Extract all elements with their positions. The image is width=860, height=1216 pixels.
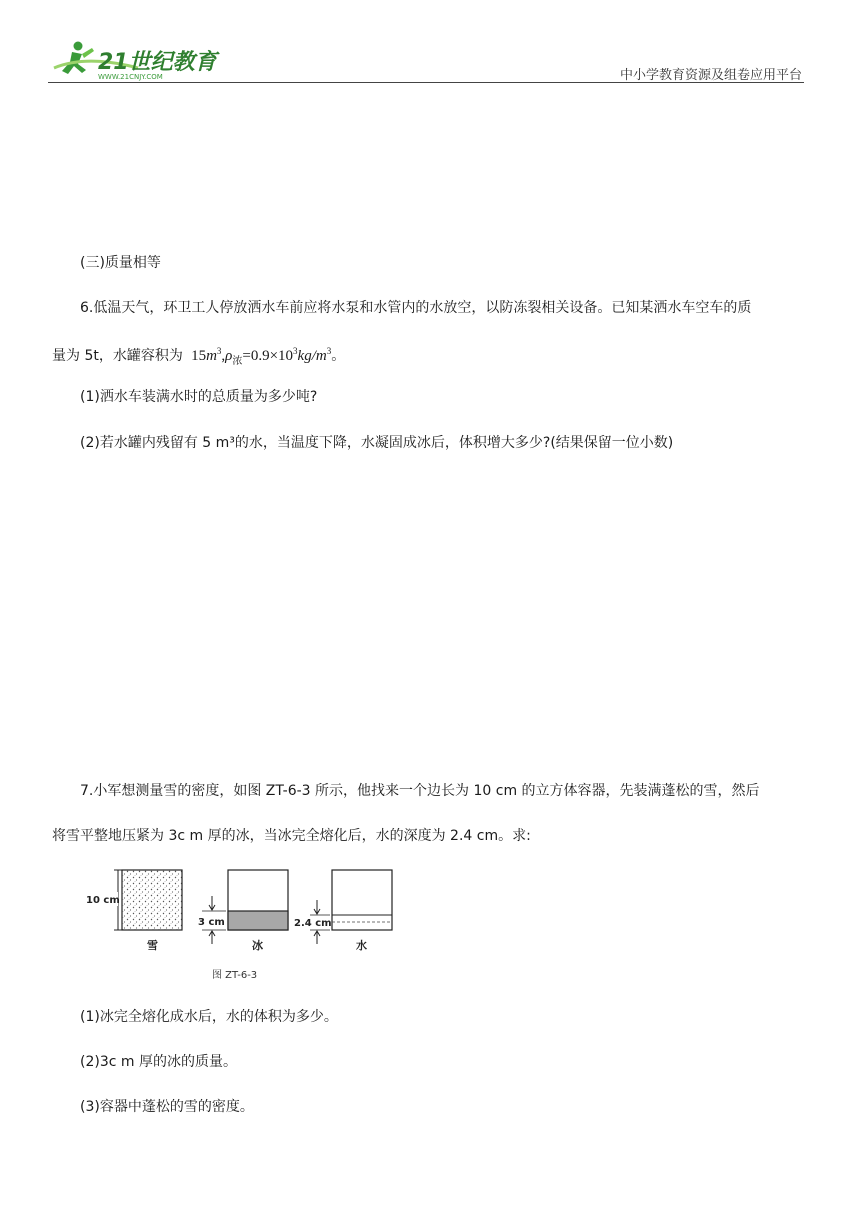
ice-height-label: 3 cm xyxy=(198,917,225,928)
snow-container xyxy=(86,870,182,952)
water-label: 水 xyxy=(356,939,367,952)
question-7-part-1: (1)冰完全熔化成水后，水的体积为多少。 xyxy=(80,1009,338,1025)
figure-zt-6-3 xyxy=(84,864,404,988)
water-container xyxy=(294,870,392,952)
volume-formula: $15m^3,\rho_浓=0.9\times 10^3kg/m^3$ xyxy=(191,346,332,367)
question-6-line-1: 6.低温天气，环卫工人停放洒水车前应将水泵和水管内的水放空，以防冻裂相关设备。已知某洒水车空车的质 xyxy=(80,300,752,316)
snow-label: 雪 xyxy=(147,939,158,952)
snow-height-label: 10 cm xyxy=(86,895,120,906)
question-6-part-2: (2)若水罐内残留有 5 m³的水，当温度下降，水凝固成冰后，体积增大多少?(结果保留一位小数) xyxy=(80,435,674,451)
ice-container xyxy=(198,870,288,952)
ice-label: 冰 xyxy=(252,939,263,952)
question-6-part-1: (1)洒水车装满水时的总质量为多少吨? xyxy=(80,389,318,405)
header-divider xyxy=(48,82,804,83)
svg-text:WWW.21CNJY.COM: WWW.21CNJY.COM xyxy=(98,73,163,81)
question-7-part-2: (2)3c m 厚的冰的质量。 xyxy=(80,1054,237,1070)
question-6-line-2: 量为 5t，水罐容积为 $15m^3,\rho_浓=0.9\times 10^3kg/m^3$。 xyxy=(52,346,346,367)
site-logo xyxy=(48,38,248,82)
page-header xyxy=(48,38,804,84)
water-height-label: 2.4 cm xyxy=(294,918,332,929)
section-title: (三)质量相等 xyxy=(80,255,161,271)
svg-text:21世纪教育: 21世纪教育 xyxy=(98,50,217,75)
question-7-line-1: 7.小军想测量雪的密度，如图 ZT-6-3 所示，他找来一个边长为 10 cm 的立方体容器，先装满蓬松的雪，然后 xyxy=(80,783,760,799)
question-6-line-2-prefix: 量为 5t，水罐容积为 xyxy=(52,348,183,364)
platform-name: 中小学教育资源及组卷应用平台 xyxy=(619,68,802,83)
question-7-part-3: (3)容器中蓬松的雪的密度。 xyxy=(80,1099,254,1115)
figure-caption: 图 ZT-6-3 xyxy=(212,970,258,981)
question-7-line-2: 将雪平整地压紧为 3c m 厚的冰，当冰完全熔化后，水的深度为 2.4 cm。求: xyxy=(52,828,531,844)
